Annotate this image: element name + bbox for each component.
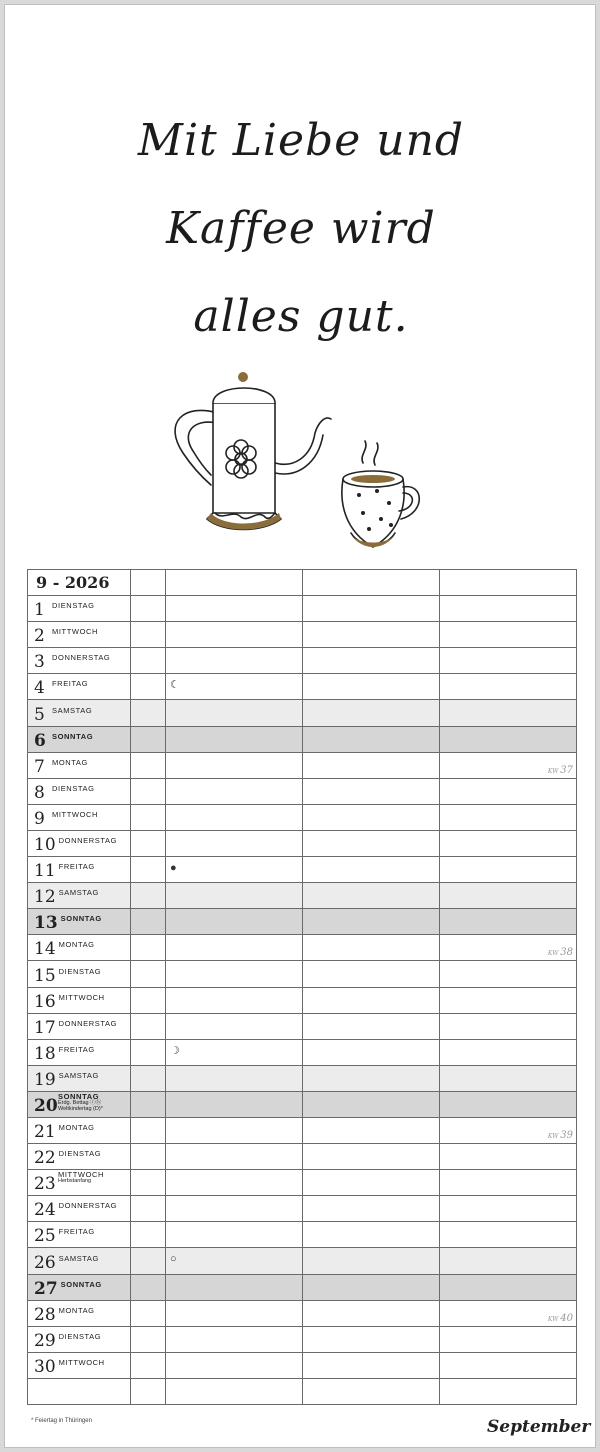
entry-cell[interactable] bbox=[166, 648, 303, 674]
day-name-stack bbox=[58, 1091, 103, 1112]
entry-cell[interactable] bbox=[166, 700, 303, 726]
entry-cell[interactable] bbox=[303, 1013, 440, 1039]
entry-cell[interactable] bbox=[131, 1378, 166, 1404]
entry-cell[interactable] bbox=[303, 1065, 440, 1091]
entry-cell[interactable] bbox=[303, 700, 440, 726]
day-name: FREITAG bbox=[58, 1044, 95, 1054]
day-number: 9 bbox=[34, 808, 45, 829]
entry-cell[interactable] bbox=[166, 752, 303, 778]
day-name: DONNERSTAG bbox=[58, 1201, 118, 1211]
narrow-entry-cell[interactable] bbox=[131, 961, 166, 987]
narrow-entry-cell[interactable] bbox=[131, 1274, 166, 1300]
day-number: 5 bbox=[34, 704, 45, 725]
entry-cell[interactable] bbox=[303, 1300, 440, 1326]
day-number: 4 bbox=[34, 678, 45, 699]
day-label-cell bbox=[28, 700, 131, 726]
entry-cell[interactable] bbox=[166, 935, 303, 961]
entry-cell[interactable] bbox=[440, 1065, 577, 1091]
entry-cell[interactable] bbox=[303, 804, 440, 830]
day-label-cell bbox=[28, 1326, 131, 1352]
entry-cell[interactable] bbox=[440, 1378, 577, 1404]
entry-cell[interactable] bbox=[166, 726, 303, 752]
entry-cell[interactable] bbox=[440, 674, 577, 700]
day-row bbox=[28, 1196, 577, 1222]
entry-cell[interactable] bbox=[440, 1326, 577, 1352]
day-row bbox=[28, 883, 577, 909]
day-name: SONNTAG bbox=[60, 914, 102, 924]
entry-cell[interactable] bbox=[440, 830, 577, 856]
day-name: DIENSTAG bbox=[58, 1331, 102, 1341]
entry-cell[interactable] bbox=[303, 883, 440, 909]
entry-cell[interactable] bbox=[303, 1222, 440, 1248]
day-label-cell bbox=[28, 1222, 131, 1248]
entry-cell[interactable] bbox=[166, 596, 303, 622]
day-name: MONTAG bbox=[58, 1123, 95, 1133]
day-row bbox=[28, 1144, 577, 1170]
day-number: 22 bbox=[34, 1148, 56, 1169]
day-number: 6 bbox=[34, 730, 46, 751]
day-number: 28 bbox=[34, 1304, 56, 1325]
quote-line: Mit Liebe und bbox=[137, 115, 465, 166]
day-label-cell bbox=[28, 1352, 131, 1378]
entry-cell[interactable] bbox=[440, 1300, 577, 1326]
entry-cell[interactable] bbox=[303, 1352, 440, 1378]
day-label-cell bbox=[28, 1196, 131, 1222]
day-label-cell bbox=[28, 909, 131, 935]
calendar-body bbox=[28, 570, 577, 1405]
day-row bbox=[28, 778, 577, 804]
entry-cell[interactable] bbox=[440, 1170, 577, 1196]
moon-phase-icon: ☽ bbox=[170, 1044, 180, 1057]
day-row bbox=[28, 1274, 577, 1300]
day-label-cell bbox=[28, 1091, 131, 1117]
day-name: DONNERSTAG bbox=[52, 653, 111, 663]
narrow-entry-cell[interactable] bbox=[131, 830, 166, 856]
day-label-cell bbox=[28, 622, 131, 648]
week-label: KW bbox=[547, 950, 561, 958]
day-name: DONNERSTAG bbox=[58, 836, 118, 846]
entry-cell[interactable] bbox=[440, 1144, 577, 1170]
entry-cell[interactable] bbox=[303, 935, 440, 961]
day-row bbox=[28, 1117, 577, 1143]
day-number: 12 bbox=[34, 887, 56, 908]
narrow-entry-cell[interactable] bbox=[131, 857, 166, 883]
entry-cell[interactable] bbox=[166, 674, 303, 700]
narrow-entry-cell[interactable] bbox=[131, 622, 166, 648]
day-row bbox=[28, 700, 577, 726]
day-label-cell bbox=[28, 752, 131, 778]
entry-cell[interactable] bbox=[303, 674, 440, 700]
week-label: KW bbox=[547, 767, 561, 775]
day-number: 16 bbox=[34, 991, 56, 1012]
week-number bbox=[548, 765, 573, 776]
day-name: SAMSTAG bbox=[52, 705, 93, 715]
narrow-entry-cell[interactable] bbox=[131, 726, 166, 752]
entry-cell[interactable] bbox=[440, 1222, 577, 1248]
day-name: DIENSTAG bbox=[52, 783, 95, 793]
calendar-header-row bbox=[28, 570, 577, 596]
day-label-cell bbox=[28, 1117, 131, 1143]
day-name: DIENSTAG bbox=[58, 966, 102, 976]
entry-cell[interactable] bbox=[166, 1326, 303, 1352]
week-number bbox=[548, 947, 573, 958]
entry-cell[interactable] bbox=[440, 857, 577, 883]
day-note: Herbstanfang bbox=[58, 1178, 92, 1185]
day-row bbox=[28, 1352, 577, 1378]
day-label-cell bbox=[28, 804, 131, 830]
entry-cell[interactable] bbox=[440, 1196, 577, 1222]
day-label-cell bbox=[28, 1039, 131, 1065]
narrow-entry-cell[interactable] bbox=[131, 1326, 166, 1352]
narrow-entry-cell[interactable] bbox=[131, 1039, 166, 1065]
narrow-entry-cell[interactable] bbox=[131, 1248, 166, 1274]
narrow-entry-cell[interactable] bbox=[131, 987, 166, 1013]
day-row bbox=[28, 1039, 577, 1065]
narrow-entry-cell[interactable] bbox=[131, 1117, 166, 1143]
calendar-table bbox=[27, 569, 577, 1405]
entry-cell[interactable] bbox=[166, 1013, 303, 1039]
day-number: 21 bbox=[34, 1122, 56, 1143]
day-number: 11 bbox=[34, 861, 56, 882]
day-number: 23 bbox=[34, 1174, 56, 1195]
quote-line: alles gut. bbox=[193, 291, 409, 342]
entry-cell[interactable] bbox=[166, 778, 303, 804]
entry-cell[interactable] bbox=[166, 1039, 303, 1065]
narrow-entry-cell[interactable] bbox=[131, 1091, 166, 1117]
entry-cell[interactable] bbox=[440, 909, 577, 935]
entry-cell[interactable] bbox=[166, 1248, 303, 1274]
day-row bbox=[28, 1222, 577, 1248]
day-label-cell bbox=[28, 1013, 131, 1039]
day-row bbox=[28, 1326, 577, 1352]
day-number: 3 bbox=[34, 652, 45, 673]
entry-cell[interactable] bbox=[440, 752, 577, 778]
entry-cell[interactable] bbox=[166, 961, 303, 987]
day-row bbox=[28, 1300, 577, 1326]
entry-cell[interactable] bbox=[440, 596, 577, 622]
entry-cell[interactable] bbox=[440, 1117, 577, 1143]
entry-cell[interactable] bbox=[166, 622, 303, 648]
day-name: MITTWOCH bbox=[58, 1357, 105, 1367]
day-name: MONTAG bbox=[58, 1305, 95, 1315]
month-year-title-cell bbox=[28, 570, 131, 596]
day-name: FREITAG bbox=[58, 1227, 95, 1237]
entry-cell[interactable] bbox=[303, 1091, 440, 1117]
entry-cell[interactable] bbox=[303, 1039, 440, 1065]
narrow-entry-cell[interactable] bbox=[131, 752, 166, 778]
day-name: DIENSTAG bbox=[52, 601, 95, 611]
entry-cell[interactable] bbox=[166, 1274, 303, 1300]
entry-cell[interactable] bbox=[303, 1326, 440, 1352]
entry-cell[interactable] bbox=[166, 909, 303, 935]
entry-cell[interactable] bbox=[303, 1144, 440, 1170]
day-number: 13 bbox=[34, 913, 58, 934]
footnote: * Feiertag in Thüringen bbox=[31, 1418, 92, 1424]
entry-cell[interactable] bbox=[303, 1378, 440, 1404]
day-row bbox=[28, 830, 577, 856]
entry-cell[interactable] bbox=[440, 804, 577, 830]
day-row bbox=[28, 1065, 577, 1091]
quote-line: Kaffee wird bbox=[166, 203, 436, 254]
day-row bbox=[28, 1013, 577, 1039]
day-row bbox=[28, 596, 577, 622]
moon-phase-icon: ○ bbox=[170, 1253, 177, 1266]
entry-cell[interactable] bbox=[166, 1222, 303, 1248]
day-row bbox=[28, 752, 577, 778]
entry-cell[interactable] bbox=[166, 1378, 303, 1404]
entry-cell[interactable] bbox=[303, 648, 440, 674]
week-value: 40 bbox=[560, 1312, 573, 1324]
day-name: SONNTAG bbox=[58, 1091, 100, 1101]
day-row bbox=[28, 857, 577, 883]
day-row bbox=[28, 804, 577, 830]
day-row bbox=[28, 726, 577, 752]
day-name: MONTAG bbox=[52, 757, 88, 767]
day-number: 14 bbox=[34, 939, 56, 960]
entry-cell[interactable] bbox=[303, 857, 440, 883]
entry-cell[interactable] bbox=[166, 1196, 303, 1222]
entry-cell[interactable] bbox=[440, 935, 577, 961]
entry-cell[interactable] bbox=[303, 1196, 440, 1222]
narrow-entry-cell[interactable] bbox=[131, 1300, 166, 1326]
entry-cell[interactable] bbox=[440, 883, 577, 909]
entry-cell[interactable] bbox=[440, 648, 577, 674]
day-number: 26 bbox=[34, 1252, 56, 1273]
day-name: MITTWOCH bbox=[52, 627, 99, 637]
narrow-entry-cell[interactable] bbox=[131, 1352, 166, 1378]
day-label-cell bbox=[28, 1300, 131, 1326]
entry-cell[interactable] bbox=[440, 1091, 577, 1117]
entry-cell[interactable] bbox=[440, 1039, 577, 1065]
day-number: 30 bbox=[34, 1356, 56, 1377]
day-name: DIENSTAG bbox=[58, 1149, 102, 1159]
entry-cell[interactable] bbox=[440, 700, 577, 726]
entry-cell[interactable] bbox=[166, 883, 303, 909]
entry-cell[interactable] bbox=[166, 1352, 303, 1378]
day-name: MONTAG bbox=[58, 940, 95, 950]
day-number: 17 bbox=[34, 1017, 56, 1038]
header-cell[interactable] bbox=[131, 570, 166, 596]
day-label-cell bbox=[28, 935, 131, 961]
entry-cell[interactable] bbox=[303, 961, 440, 987]
entry-cell[interactable] bbox=[440, 726, 577, 752]
calendar-page bbox=[4, 4, 596, 1448]
narrow-entry-cell[interactable] bbox=[131, 883, 166, 909]
week-number bbox=[548, 1313, 573, 1324]
entry-cell[interactable] bbox=[166, 987, 303, 1013]
entry-cell[interactable] bbox=[440, 778, 577, 804]
day-number: 7 bbox=[34, 756, 45, 777]
narrow-entry-cell[interactable] bbox=[131, 935, 166, 961]
narrow-entry-cell[interactable] bbox=[131, 596, 166, 622]
day-label-cell bbox=[28, 830, 131, 856]
entry-cell[interactable] bbox=[440, 1248, 577, 1274]
entry-cell[interactable] bbox=[166, 1144, 303, 1170]
entry-cell[interactable] bbox=[440, 1274, 577, 1300]
month-year-title: 9 - 2026 bbox=[36, 573, 110, 593]
narrow-entry-cell[interactable] bbox=[131, 1013, 166, 1039]
day-name: MITTWOCH bbox=[58, 992, 105, 1002]
narrow-entry-cell[interactable] bbox=[131, 1222, 166, 1248]
day-name: SONNTAG bbox=[60, 1279, 102, 1289]
day-label-cell bbox=[28, 1170, 131, 1196]
day-row bbox=[28, 1248, 577, 1274]
moon-phase-icon: ☾ bbox=[170, 679, 180, 692]
quote-text bbox=[5, 97, 597, 361]
day-label-cell bbox=[28, 1065, 131, 1091]
day-name: FREITAG bbox=[52, 679, 89, 689]
empty-row bbox=[28, 1378, 577, 1404]
day-label-cell bbox=[28, 778, 131, 804]
day-label-cell bbox=[28, 674, 131, 700]
day-name: SAMSTAG bbox=[58, 1253, 99, 1263]
day-name: SAMSTAG bbox=[58, 888, 99, 898]
day-number: 8 bbox=[34, 782, 45, 803]
day-label-cell bbox=[28, 857, 131, 883]
entry-cell[interactable] bbox=[303, 909, 440, 935]
day-number: 20 bbox=[34, 1095, 58, 1116]
entry-cell[interactable] bbox=[303, 1170, 440, 1196]
entry-cell[interactable] bbox=[28, 1378, 131, 1404]
narrow-entry-cell[interactable] bbox=[131, 700, 166, 726]
day-label-cell bbox=[28, 596, 131, 622]
header-cell[interactable] bbox=[303, 570, 440, 596]
day-number: 27 bbox=[34, 1278, 58, 1299]
week-label: KW bbox=[547, 1133, 561, 1141]
day-name: DONNERSTAG bbox=[58, 1018, 118, 1028]
day-name: MITTWOCH bbox=[52, 809, 99, 819]
entry-cell[interactable] bbox=[303, 596, 440, 622]
day-name: MITTWOCH bbox=[58, 1170, 105, 1180]
day-name: SONNTAG bbox=[52, 731, 94, 741]
entry-cell[interactable] bbox=[303, 1117, 440, 1143]
day-number: 25 bbox=[34, 1226, 56, 1247]
day-row bbox=[28, 909, 577, 935]
week-value: 39 bbox=[560, 1130, 573, 1142]
entry-cell[interactable] bbox=[440, 1013, 577, 1039]
narrow-entry-cell[interactable] bbox=[131, 648, 166, 674]
month-name: September bbox=[487, 1417, 591, 1437]
day-number: 18 bbox=[34, 1043, 56, 1064]
narrow-entry-cell[interactable] bbox=[131, 1065, 166, 1091]
day-row bbox=[28, 622, 577, 648]
entry-cell[interactable] bbox=[303, 1248, 440, 1274]
header-cell[interactable] bbox=[166, 570, 303, 596]
entry-cell[interactable] bbox=[166, 1300, 303, 1326]
day-number: 1 bbox=[34, 600, 45, 621]
entry-cell[interactable] bbox=[440, 987, 577, 1013]
day-label-cell bbox=[28, 726, 131, 752]
entry-cell[interactable] bbox=[166, 830, 303, 856]
day-number: 29 bbox=[34, 1330, 56, 1351]
day-row bbox=[28, 674, 577, 700]
day-label-cell bbox=[28, 987, 131, 1013]
day-note: Weltkindertag (D)* bbox=[58, 1105, 103, 1112]
day-label-cell bbox=[28, 1248, 131, 1274]
day-number: 10 bbox=[34, 835, 56, 856]
day-label-cell bbox=[28, 1144, 131, 1170]
entry-cell[interactable] bbox=[303, 830, 440, 856]
entry-cell[interactable] bbox=[166, 1091, 303, 1117]
entry-cell[interactable] bbox=[303, 726, 440, 752]
narrow-entry-cell[interactable] bbox=[131, 1144, 166, 1170]
entry-cell[interactable] bbox=[440, 622, 577, 648]
entry-cell[interactable] bbox=[166, 804, 303, 830]
entry-cell[interactable] bbox=[166, 1065, 303, 1091]
entry-cell[interactable] bbox=[440, 1352, 577, 1378]
entry-cell[interactable] bbox=[166, 1117, 303, 1143]
day-row bbox=[28, 1170, 577, 1196]
narrow-entry-cell[interactable] bbox=[131, 1196, 166, 1222]
day-number: 19 bbox=[34, 1069, 56, 1090]
week-value: 37 bbox=[560, 764, 573, 776]
narrow-entry-cell[interactable] bbox=[131, 804, 166, 830]
week-label: KW bbox=[547, 1315, 561, 1323]
narrow-entry-cell[interactable] bbox=[131, 1170, 166, 1196]
day-note: Erdg. Bettag ⓒⓗ bbox=[58, 1099, 102, 1106]
day-label-cell bbox=[28, 883, 131, 909]
narrow-entry-cell[interactable] bbox=[131, 778, 166, 804]
entry-cell[interactable] bbox=[303, 1274, 440, 1300]
entry-cell[interactable] bbox=[303, 778, 440, 804]
day-name: FREITAG bbox=[58, 862, 95, 872]
day-label-cell bbox=[28, 648, 131, 674]
entry-cell[interactable] bbox=[303, 987, 440, 1013]
day-label-cell bbox=[28, 1274, 131, 1300]
entry-cell[interactable] bbox=[303, 622, 440, 648]
entry-cell[interactable] bbox=[166, 857, 303, 883]
narrow-entry-cell[interactable] bbox=[131, 909, 166, 935]
entry-cell[interactable] bbox=[166, 1170, 303, 1196]
day-name-stack bbox=[58, 1172, 104, 1184]
day-row bbox=[28, 961, 577, 987]
day-label-cell bbox=[28, 961, 131, 987]
narrow-entry-cell[interactable] bbox=[131, 674, 166, 700]
coffee-pot-and-cup-illustration bbox=[163, 363, 433, 559]
day-row bbox=[28, 987, 577, 1013]
day-number: 24 bbox=[34, 1200, 56, 1221]
moon-phase-icon: ● bbox=[170, 862, 177, 875]
day-name: SAMSTAG bbox=[58, 1070, 99, 1080]
day-number: 2 bbox=[34, 626, 45, 647]
day-row bbox=[28, 1091, 577, 1117]
week-number bbox=[548, 1130, 573, 1141]
day-row bbox=[28, 935, 577, 961]
week-value: 38 bbox=[560, 947, 573, 959]
day-row bbox=[28, 648, 577, 674]
day-number: 15 bbox=[34, 965, 56, 986]
header-cell[interactable] bbox=[440, 570, 577, 596]
entry-cell[interactable] bbox=[440, 961, 577, 987]
entry-cell[interactable] bbox=[303, 752, 440, 778]
